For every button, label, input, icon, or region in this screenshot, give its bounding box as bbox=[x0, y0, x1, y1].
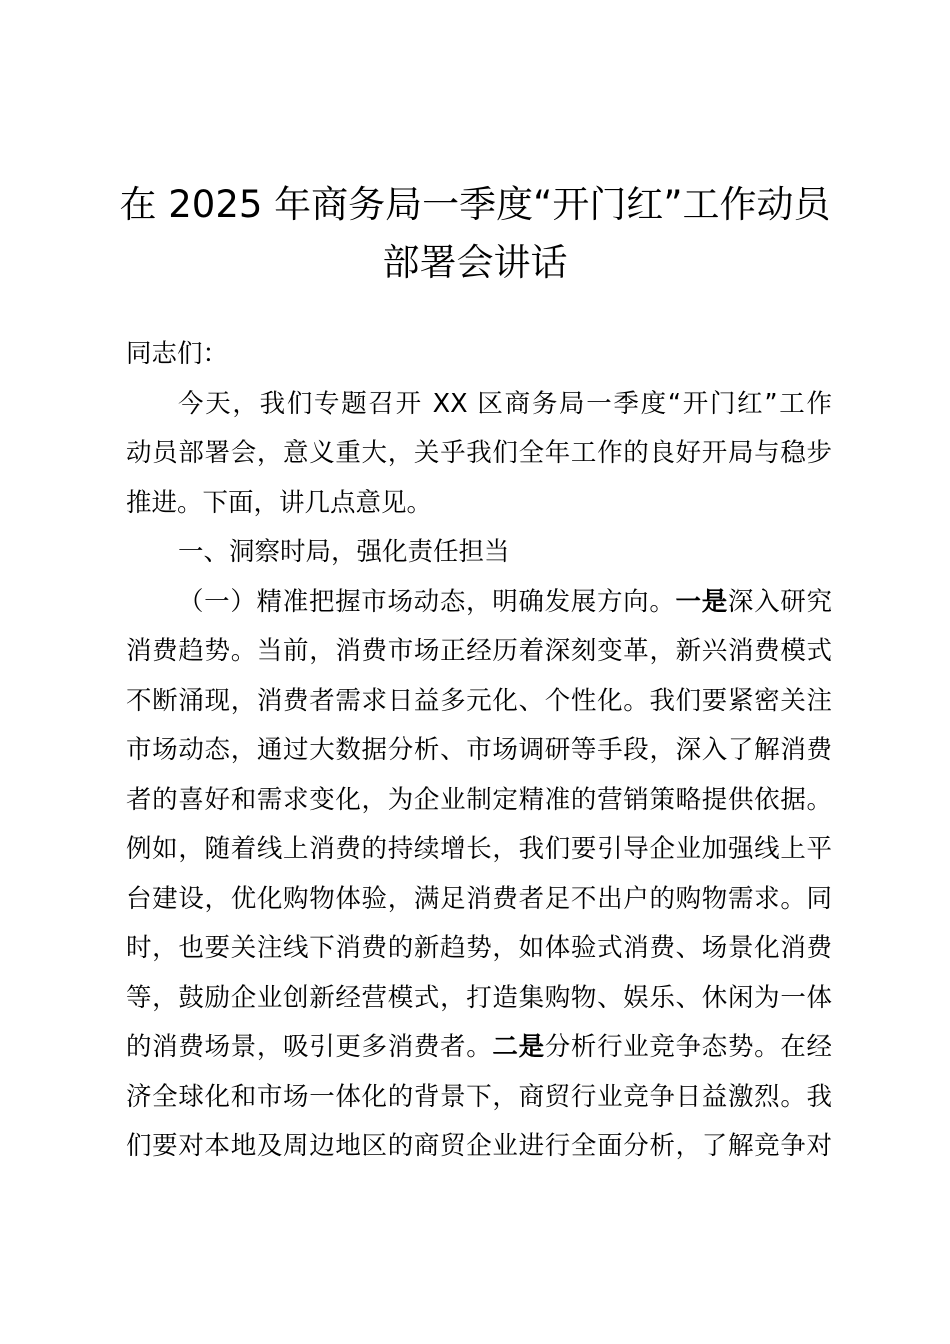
paragraph-line: 台建设，优化购物体验，满足消费者足不出户的购物需求。同 bbox=[126, 883, 832, 914]
title-line-1: 在 2025 年商务局一季度“开门红”工作动员 bbox=[119, 183, 831, 226]
paragraph-line: 者的喜好和需求变化，为企业制定精准的营销策略提供依据。 bbox=[126, 784, 832, 815]
greeting: 同志们： bbox=[126, 339, 229, 369]
paragraph-line bbox=[126, 1023, 832, 1073]
paragraph-line: 们要对本地及周边地区的商贸企业进行全面分析，了解竞争对 bbox=[126, 1131, 832, 1161]
paragraph-line: 济全球化和市场一体化的背景下，商贸行业竞争日益激烈。我 bbox=[126, 1081, 832, 1112]
paragraph-line: 消费趋势。当前，消费市场正经历着深刻变革，新兴消费模式 bbox=[126, 636, 832, 666]
paragraph-line: 例如，随着线上消费的持续增长，我们要引导企业加强线上平 bbox=[126, 834, 832, 864]
emphasis-first: 一是 bbox=[675, 586, 728, 617]
subsection-heading: （一）精准把握市场动态，明确发展方向。 bbox=[178, 586, 676, 617]
title-line-2: 部署会讲话 bbox=[382, 241, 568, 284]
intro-line-3: 推进。下面，讲几点意见。 bbox=[126, 487, 433, 518]
paragraph-line: 市场动态，通过大数据分析、市场调研等手段，深入了解消费 bbox=[126, 735, 832, 765]
document-body bbox=[126, 330, 832, 1172]
text-fragment: 深入研究 bbox=[727, 586, 832, 617]
text-fragment: 的消费场景，吸引更多消费者。 bbox=[126, 1032, 493, 1062]
document-title bbox=[0, 176, 950, 292]
paragraph-line bbox=[126, 578, 832, 628]
intro-line-1: 今天，我们专题召开 XX 区商务局一季度“开门红”工作 bbox=[178, 388, 832, 419]
paragraph-line: 时，也要关注线下消费的新趋势，如体验式消费、场景化消费 bbox=[126, 933, 832, 963]
intro-line-2: 动员部署会，意义重大，关乎我们全年工作的良好开局与稳步 bbox=[126, 438, 832, 468]
text-fragment: 分析行业竞争态势。在经 bbox=[544, 1032, 832, 1062]
emphasis-second: 二是 bbox=[492, 1032, 545, 1062]
paragraph-line: 等，鼓励企业创新经营模式，打造集购物、娱乐、休闲为一体 bbox=[126, 982, 832, 1013]
paragraph-line: 不断涌现，消费者需求日益多元化、个性化。我们要紧密关注 bbox=[126, 685, 832, 716]
section-heading-1: 一、洞察时局，强化责任担当 bbox=[178, 537, 510, 567]
